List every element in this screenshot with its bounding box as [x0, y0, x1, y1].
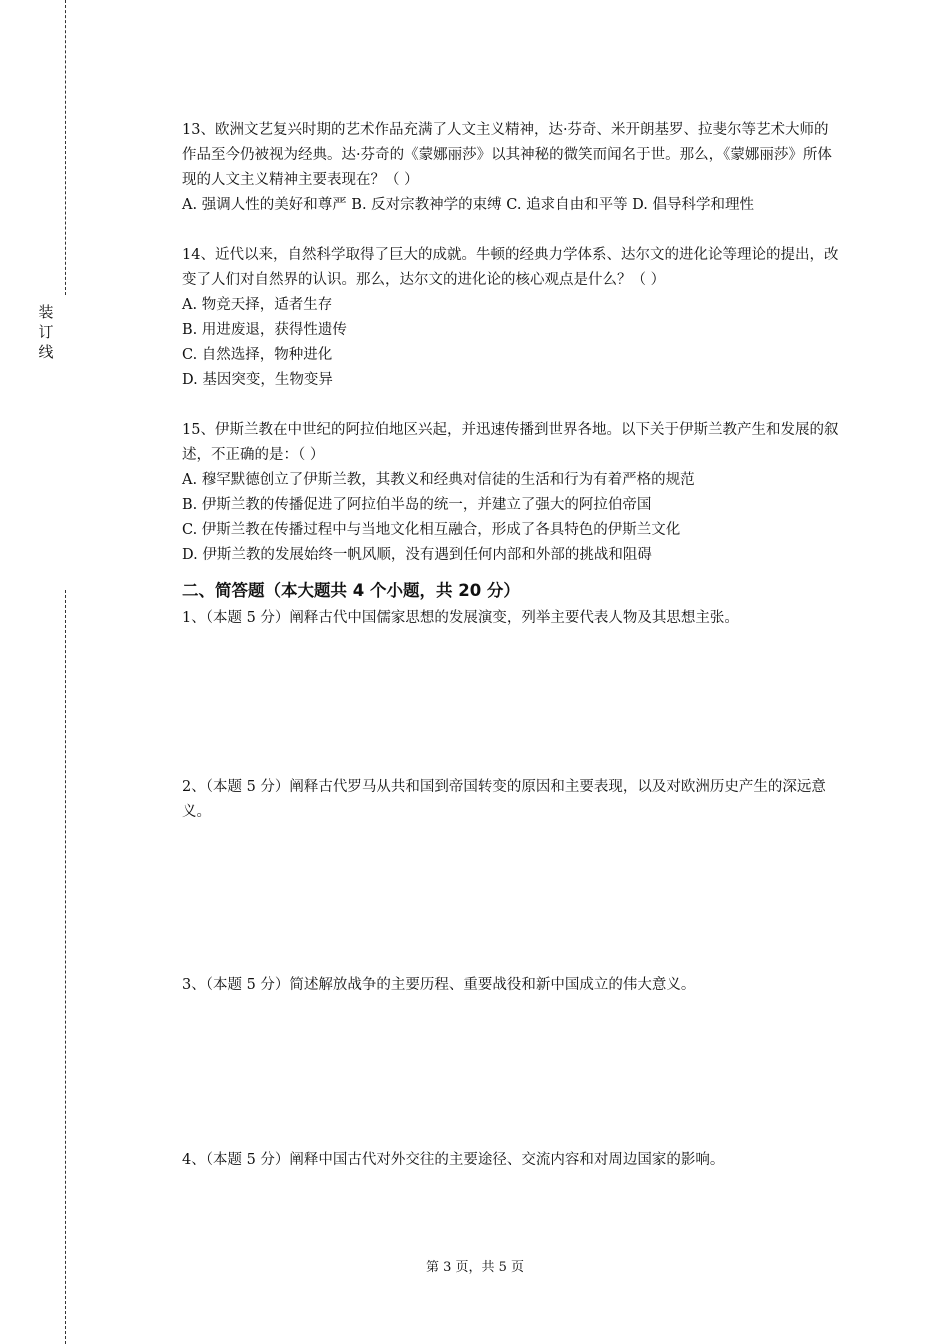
question-stem: 13、欧洲文艺复兴时期的艺术作品充满了人文主义精神，达·芬奇、米开朗基罗、拉斐尔等艺术大师的作品至今仍被视为经典。达·芬奇的《蒙娜丽莎》以其神秘的微笑而闻名于世。那么，《蒙娜丽莎》所体现的人文主义精神主要表现在？（ ） — [182, 122, 832, 188]
binding-char: 装 — [38, 303, 54, 321]
binding-char: 订 — [38, 323, 54, 341]
question-option: C. 自然选择，物种进化 — [182, 347, 333, 363]
section-title: 二、简答题（本大题共 4 个小题，共 20 分） — [182, 581, 520, 600]
page-footer: 第 3 页，共 5 页 — [425, 1260, 525, 1275]
page-content — [182, 118, 842, 1173]
question-14 — [182, 243, 842, 393]
question-stem: 15、伊斯兰教在中世纪的阿拉伯地区兴起，并迅速传播到世界各地。以下关于伊斯兰教产生和发展的叙述，不正确的是：（ ） — [182, 422, 839, 463]
binding-line-bottom — [65, 590, 66, 1344]
short-answer-3: 3、（本题 5 分）简述解放战争的主要历程、重要战役和新中国成立的伟大意义。 — [182, 977, 696, 993]
question-option: A. 穆罕默德创立了伊斯兰教，其教义和经典对信徒的生活和行为有着严格的规范 — [182, 472, 695, 488]
question-option: D. 基因突变，生物变异 — [182, 372, 333, 388]
question-stem: 14、近代以来，自然科学取得了巨大的成就。牛顿的经典力学体系、达尔文的进化论等理论的提出，改变了人们对自然界的认识。那么，达尔文的进化论的核心观点是什么？（ ） — [182, 247, 839, 288]
question-13 — [182, 118, 842, 218]
binding-char: 线 — [38, 343, 54, 361]
short-answer-4: 4、（本题 5 分）阐释中国古代对外交往的主要途径、交流内容和对周边国家的影响。 — [182, 1152, 725, 1168]
question-option: B. 伊斯兰教的传播促进了阿拉伯半岛的统一，并建立了强大的阿拉伯帝国 — [182, 497, 652, 513]
binding-line-top — [65, 0, 66, 295]
question-option: B. 用进废退，获得性遗传 — [182, 322, 347, 338]
binding-label — [36, 302, 56, 362]
question-option: C. 伊斯兰教在传播过程中与当地文化相互融合，形成了各具特色的伊斯兰文化 — [182, 522, 681, 538]
question-option: A. 物竞天择，适者生存 — [182, 297, 333, 313]
question-options: A. 强调人性的美好和尊严 B. 反对宗教神学的束缚 C. 追求自由和平等 D. 倡导科学和理性 — [182, 197, 755, 213]
short-answer-1: 1、（本题 5 分）阐释古代中国儒家思想的发展演变，列举主要代表人物及其思想主张。 — [182, 610, 739, 626]
question-option: D. 伊斯兰教的发展始终一帆风顺，没有遇到任何内部和外部的挑战和阻碍 — [182, 547, 652, 563]
short-answer-2: 2、（本题 5 分）阐释古代罗马从共和国到帝国转变的原因和主要表现，以及对欧洲历史产生的深远意义。 — [182, 779, 826, 820]
question-15 — [182, 418, 842, 568]
